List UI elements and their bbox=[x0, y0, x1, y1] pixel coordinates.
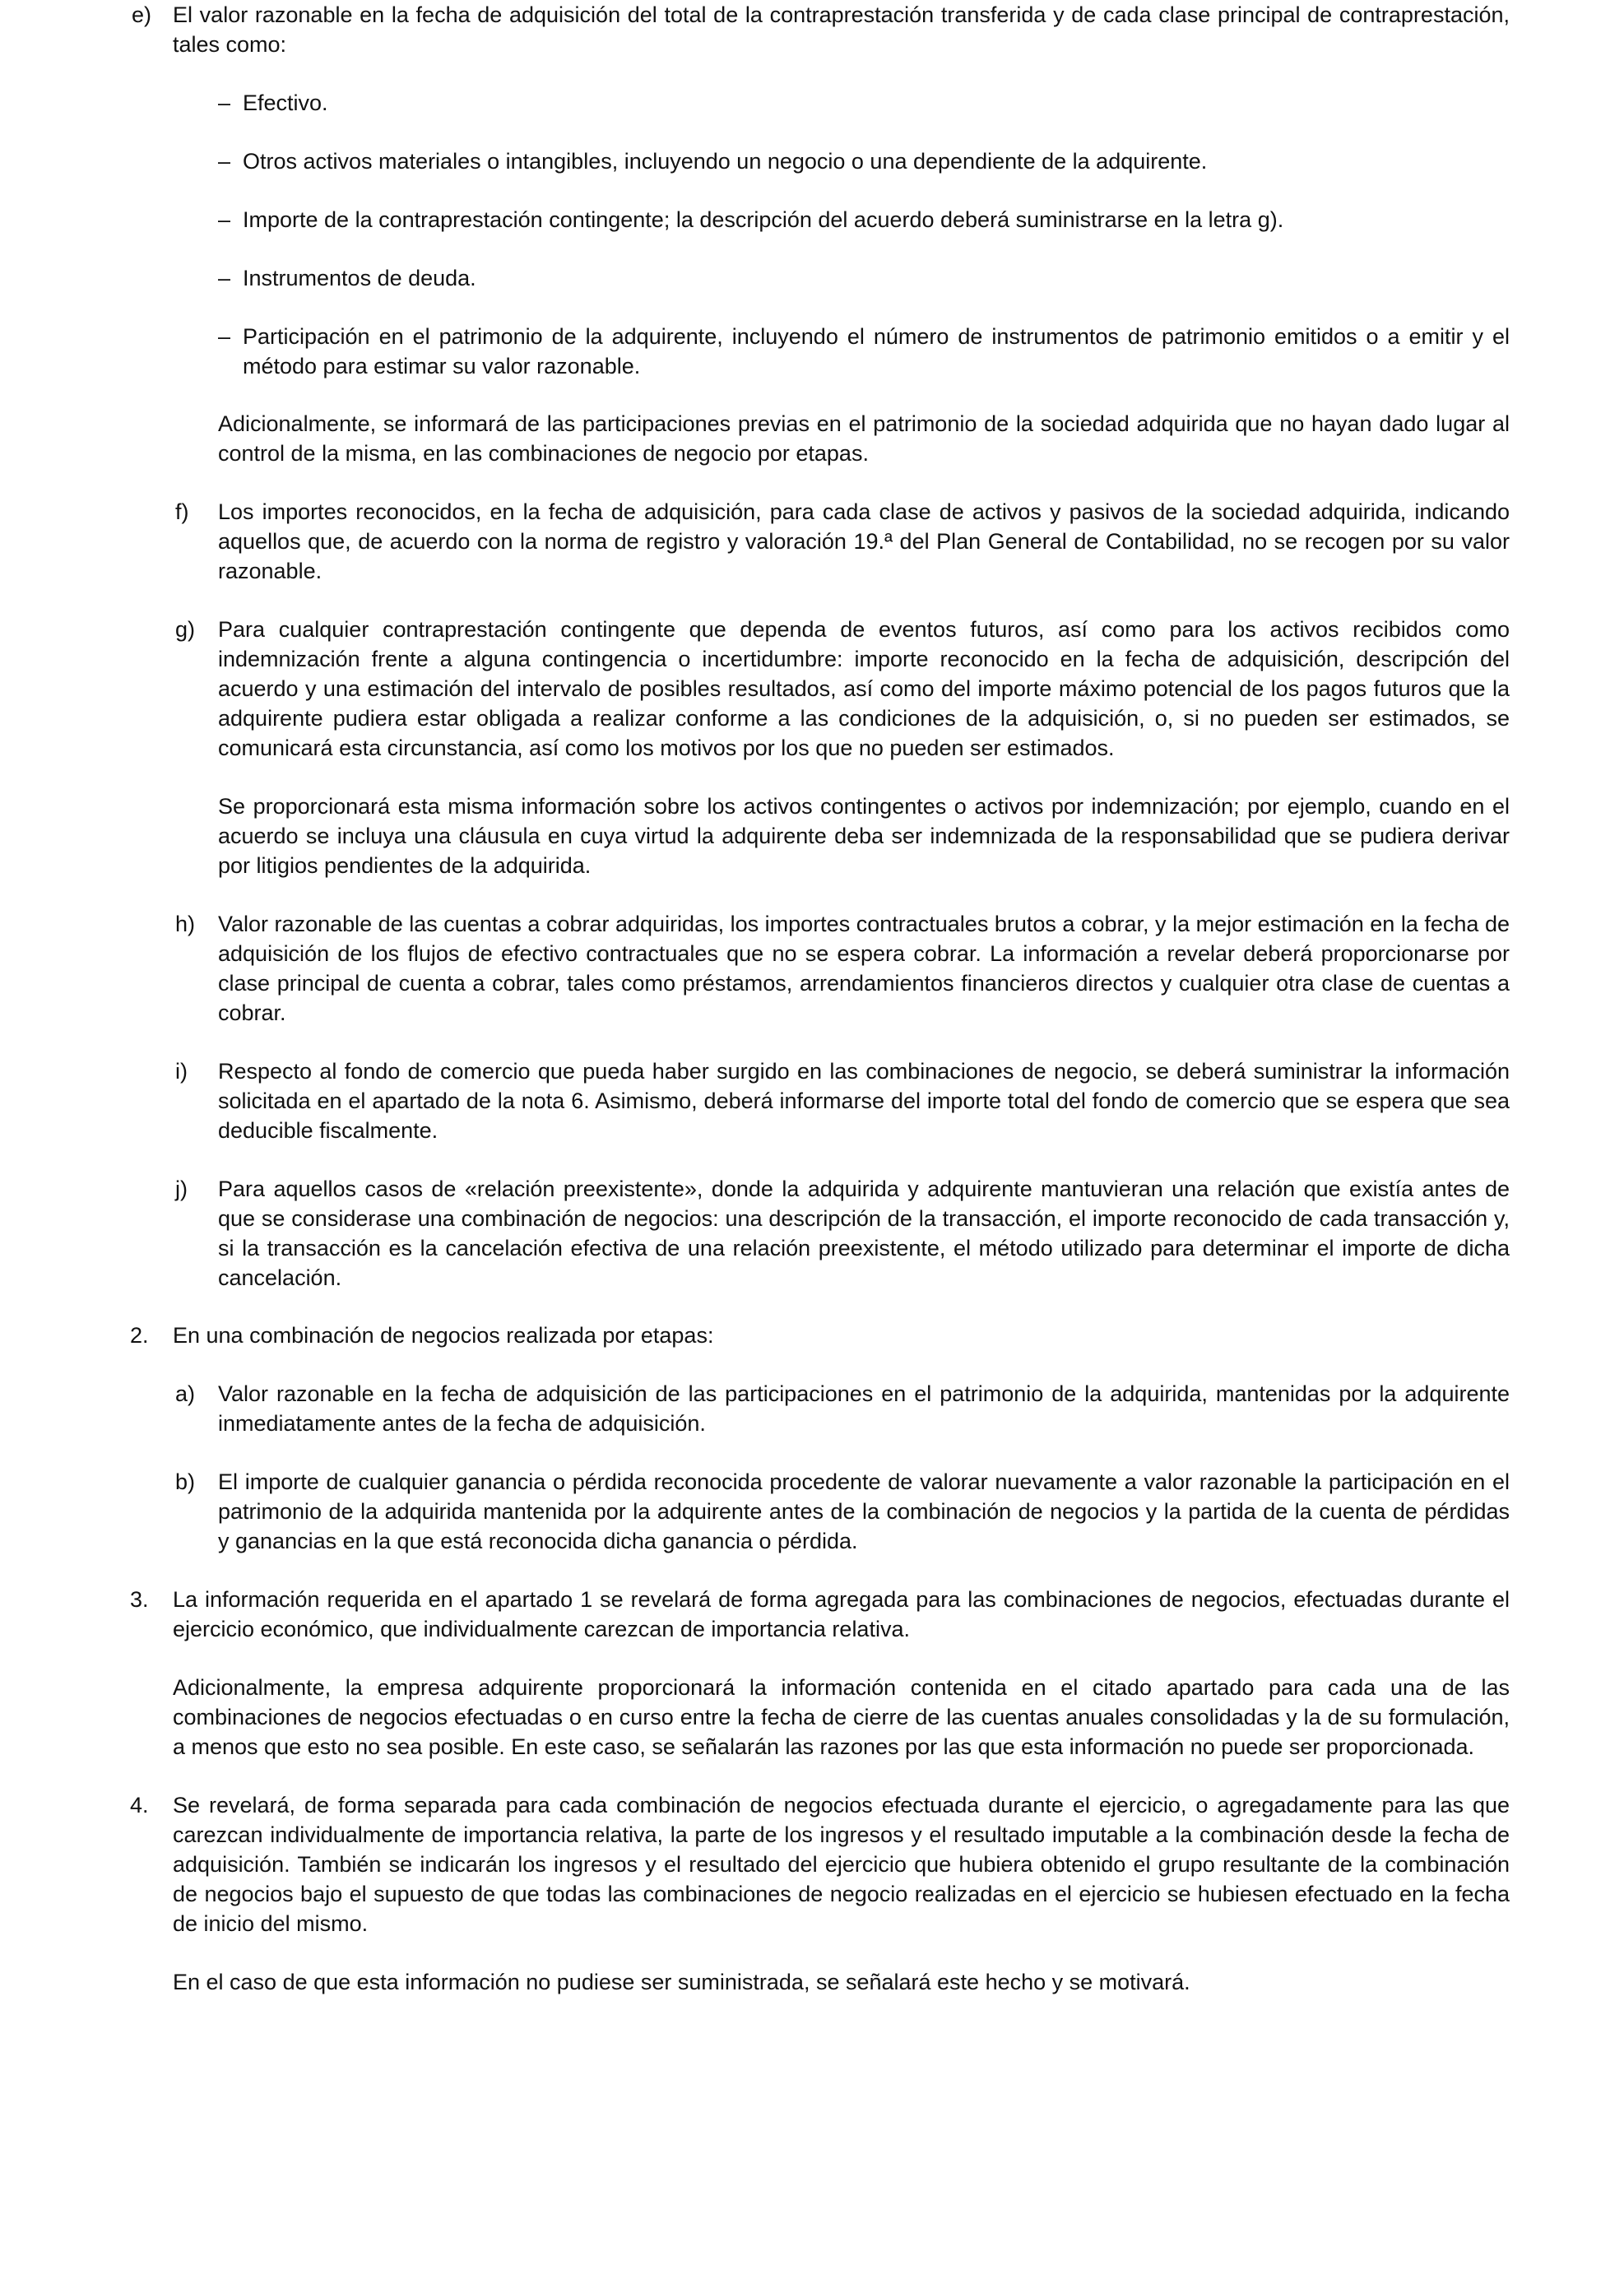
dash-marker: – bbox=[218, 149, 231, 174]
item-e-marker: e) bbox=[132, 2, 152, 27]
section-3-marker: 3. bbox=[130, 1587, 149, 1612]
item-f bbox=[175, 497, 1510, 586]
paragraph: Se proporcionará esta misma información sobre los activos contingentes o activos por indemnización; por ejemplo, cuando en el acuerdo se incluya una cláusula en cuya virtud la adquirente deba ser indemnizada de la responsabilidad que se pudiera derivar por litigios pendientes de la adquirida. bbox=[218, 794, 1510, 878]
item-h bbox=[175, 909, 1510, 1028]
item-g-text: Para cualquier contraprestación contingente que dependa de eventos futuros, así como para los activos recibidos como indemnización frente a alguna contingencia o incertidumbre: importe reconocido en la fecha de adquisición, descripción del acuerdo y una estimación del intervalo de posibles resultados, así como del importe máximo potencial de los pagos futuros que la adquirente pudiera estar obligada a realizar conforme a las condiciones de la adquisición, o, si no pueden ser estimados, se comunicará esta circunstancia, así como los motivos por los que no pueden ser estimados. bbox=[218, 617, 1510, 760]
section-2-item-a-text: Valor razonable en la fecha de adquisición de las participaciones en el patrimonio de la adquirida, mantenidas por la adquirente inmediatamente antes de la fecha de adquisición. bbox=[218, 1381, 1510, 1436]
section-2-text: En una combinación de negocios realizada por etapas: bbox=[173, 1323, 714, 1348]
bullet-item bbox=[218, 88, 1510, 118]
bullet-text: Efectivo. bbox=[243, 91, 328, 115]
item-e-text: El valor razonable en la fecha de adquisición del total de la contraprestación transferida y de cada clase principal de contraprestación, tales como: bbox=[173, 2, 1510, 57]
paragraph: Adicionalmente, se informará de las participaciones previas en el patrimonio de la sociedad adquirida que no hayan dado lugar al control de la misma, en las combinaciones de negocio por etapas. bbox=[218, 411, 1510, 466]
section-2-item-b-marker: b) bbox=[175, 1469, 196, 1494]
item-e-extra bbox=[218, 409, 1510, 468]
item-f-text: Los importes reconocidos, en la fecha de adquisición, para cada clase de activos y pasivos de la sociedad adquirida, indicando aquellos que, de acuerdo con la norma de registro y valoración 19.ª del Plan General de Contabilidad, no se recogen por su valor razonable. bbox=[218, 499, 1510, 583]
dash-marker: – bbox=[218, 266, 231, 290]
dash-marker: – bbox=[218, 91, 231, 115]
paragraph: En el caso de que esta información no pudiese ser suministrada, se señalará este hecho y se motivará. bbox=[173, 1970, 1190, 1994]
bullet-text: Participación en el patrimonio de la adquirente, incluyendo el número de instrumentos de patrimonio emitidos o a emitir y el método para estimar su valor razonable. bbox=[243, 324, 1510, 378]
section-3 bbox=[130, 1585, 1510, 1644]
bullet-item bbox=[218, 322, 1510, 381]
item-e bbox=[132, 0, 1510, 59]
bullet-item bbox=[218, 146, 1510, 176]
section-2-item-a-marker: a) bbox=[175, 1381, 196, 1406]
section-2-item-a bbox=[175, 1379, 1510, 1438]
item-i bbox=[175, 1056, 1510, 1145]
item-f-marker: f) bbox=[175, 499, 189, 524]
item-i-marker: i) bbox=[175, 1059, 188, 1084]
item-j bbox=[175, 1174, 1510, 1293]
item-j-marker: j) bbox=[175, 1177, 188, 1201]
section-4-extra bbox=[173, 1967, 1510, 1997]
item-g-extra bbox=[218, 792, 1510, 880]
section-3-text: La información requerida en el apartado 1 se revelará de forma agregada para las combinaciones de negocios, efectuadas durante el ejercicio económico, que individualmente carezcan de importancia relativa. bbox=[173, 1587, 1510, 1641]
section-2 bbox=[130, 1321, 1510, 1350]
bullet-item bbox=[218, 263, 1510, 293]
section-4-text: Se revelará, de forma separada para cada combinación de negocios efectuada durante el ejercicio, o agregadamente para las que carezcan individualmente de importancia relativa, la parte de los ingresos y el resultado imputable a la combinación desde la fecha de adquisición. También se indicarán los ingresos y el resultado del ejercicio que hubiera obtenido el grupo resultante de la combinación de negocios bajo el supuesto de que todas las combinaciones de negocio realizadas en el ejercicio se hubiesen efectuado en la fecha de inicio del mismo. bbox=[173, 1793, 1510, 1936]
item-j-text: Para aquellos casos de «relación preexistente», donde la adquirida y adquirente mantuvieran una relación que existía antes de que se considerase una combinación de negocios: una descripción de la transacción, el importe reconocido de cada transacción y, si la transacción es la cancelación efectiva de una relación preexistente, el método utilizado para determinar el importe de dicha cancelación. bbox=[218, 1177, 1510, 1290]
section-3-extra bbox=[173, 1673, 1510, 1762]
bullet-text: Otros activos materiales o intangibles, incluyendo un negocio o una dependiente de la adquirente. bbox=[243, 149, 1208, 174]
item-h-marker: h) bbox=[175, 912, 196, 936]
item-i-text: Respecto al fondo de comercio que pueda haber surgido en las combinaciones de negocio, se deberá suministrar la información solicitada en el apartado de la nota 6. Asimismo, deberá informarse del importe total del fondo de comercio que se espera que sea deducible fiscalmente. bbox=[218, 1059, 1510, 1143]
section-2-item-b bbox=[175, 1467, 1510, 1556]
section-4-marker: 4. bbox=[130, 1793, 149, 1817]
item-h-text: Valor razonable de las cuentas a cobrar adquiridas, los importes contractuales brutos a cobrar, y la mejor estimación en la fecha de adquisición de los flujos de efectivo contractuales que no se espera cobrar. La información a revelar deberá proporcionarse por clase principal de cuenta a cobrar, tales como préstamos, arrendamientos financieros directos y cualquier otra clase de cuentas a cobrar. bbox=[218, 912, 1510, 1025]
item-g bbox=[175, 615, 1510, 763]
paragraph: Adicionalmente, la empresa adquirente proporcionará la información contenida en el citado apartado para cada una de las combinaciones de negocios efectuadas o en curso entre la fecha de cierre de las cuentas anuales consolidadas y la de su formulación, a menos que esto no sea posible. En este caso, se señalarán las razones por las que esta información no puede ser proporcionada. bbox=[173, 1675, 1510, 1759]
item-g-marker: g) bbox=[175, 617, 196, 642]
section-2-item-b-text: El importe de cualquier ganancia o pérdida reconocida procedente de valorar nuevamente a valor razonable la participación en el patrimonio de la adquirida mantenida por la adquirente antes de la combinación de negocios y la partida de la cuenta de pérdidas y ganancias en la que está reconocida dicha ganancia o pérdida. bbox=[218, 1469, 1510, 1553]
section-4 bbox=[130, 1790, 1510, 1938]
bullet-text: Instrumentos de deuda. bbox=[243, 266, 476, 290]
dash-marker: – bbox=[218, 324, 231, 349]
bullet-text: Importe de la contraprestación contingente; la descripción del acuerdo deberá suministrarse en la letra g). bbox=[243, 207, 1284, 232]
dash-marker: – bbox=[218, 207, 231, 232]
bullet-item bbox=[218, 205, 1510, 234]
section-2-marker: 2. bbox=[130, 1323, 149, 1348]
